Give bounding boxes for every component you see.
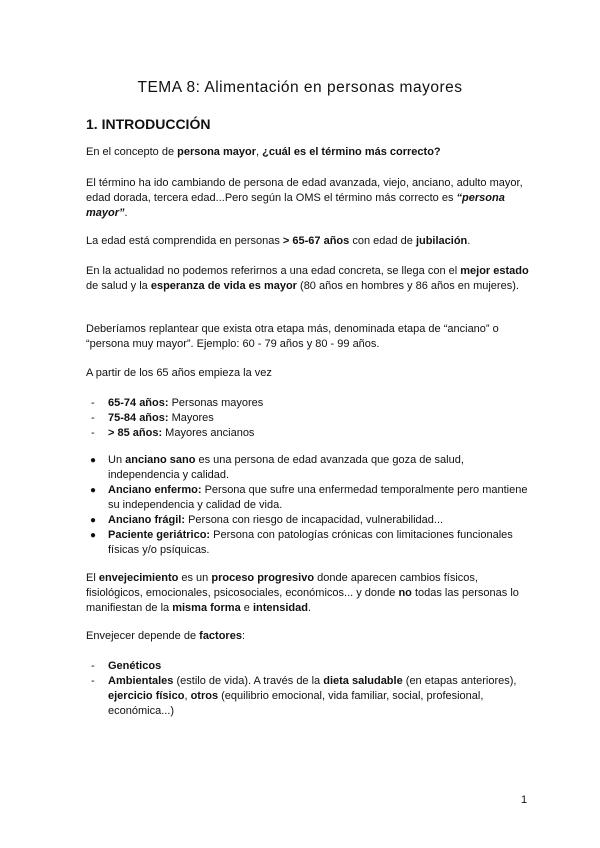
factor-list xyxy=(86,659,532,719)
list-item: - > 85 años: Mayores ancianos xyxy=(91,427,255,439)
paragraph-term: El término ha ido cambiando de persona de edad avanzada, viejo, anciano, adulto mayor, edad dorada, tercera edad...Pero según la OMS el término más correcto es “persona mayor”. xyxy=(86,177,523,219)
paragraph-stage: Deberíamos replantear que exista otra etapa más, denominada etapa de “anciano” o “persona muy mayor”. Ejemplo: 60 - 79 años y 80 - 99 años. xyxy=(86,323,499,350)
dash-marker: - xyxy=(91,427,95,439)
paragraph-age: La edad está comprendida en personas > 65-67 años con edad de jubilación. xyxy=(86,235,471,247)
list-item: ● Paciente geriátrico: Persona con patologías crónicas con limitaciones funcionales físicas y/o psíquicas. xyxy=(90,529,513,556)
list-item: - Ambientales (estilo de vida). A través de la dieta saludable (en etapas anteriores), ejercicio físico, otros (equilibrio emocional, vida familiar, social, profesional, económica...) xyxy=(91,675,517,717)
type-list xyxy=(86,453,532,558)
list-item: - Genéticos xyxy=(91,660,162,672)
bullet-icon: ● xyxy=(90,485,97,496)
dash-marker: - xyxy=(91,675,95,687)
dash-marker: - xyxy=(91,660,95,672)
paragraph-current: En la actualidad no podemos referirnos a una edad concreta, se llega con el mejor estado de salud y la esperanza de vida es mayor (80 años en hombres y 86 años en mujeres). xyxy=(86,265,529,292)
dash-marker: - xyxy=(91,397,95,409)
bullet-icon: ● xyxy=(90,515,97,526)
section-heading: 1. INTRODUCCIÓN xyxy=(86,116,211,132)
bullet-icon: ● xyxy=(90,455,97,466)
document-title: TEMA 8: Alimentación en personas mayores xyxy=(137,79,463,96)
age-list xyxy=(86,396,532,441)
dash-marker: - xyxy=(91,412,95,424)
list-item: ● Un anciano sano es una persona de edad avanzada que goza de salud, independencia y calidad. xyxy=(90,454,464,481)
list-item: - 65-74 años: Personas mayores xyxy=(91,397,264,409)
paragraph-from-65: A partir de los 65 años empieza la vez xyxy=(86,367,272,379)
list-item: - 75-84 años: Mayores xyxy=(91,412,214,424)
list-item: ● Anciano frágil: Persona con riesgo de incapacidad, vulnerabilidad... xyxy=(90,514,444,526)
bullet-icon: ● xyxy=(90,530,97,541)
paragraph-question: En el concepto de persona mayor, ¿cuál es el término más correcto? xyxy=(86,146,441,158)
page-number: 1 xyxy=(521,794,528,806)
paragraph-aging: El envejecimiento es un proceso progresivo donde aparecen cambios físicos, fisiológicos, emocionales, psicosociales, económicos... y donde no todas las personas lo manifiestan de la misma forma e intensidad. xyxy=(86,572,519,614)
list-item: ● Anciano enfermo: Persona que sufre una enfermedad temporalmente pero mantiene su independencia y calidad de vida. xyxy=(90,484,528,511)
paragraph-factors: Envejecer depende de factores: xyxy=(86,630,246,642)
